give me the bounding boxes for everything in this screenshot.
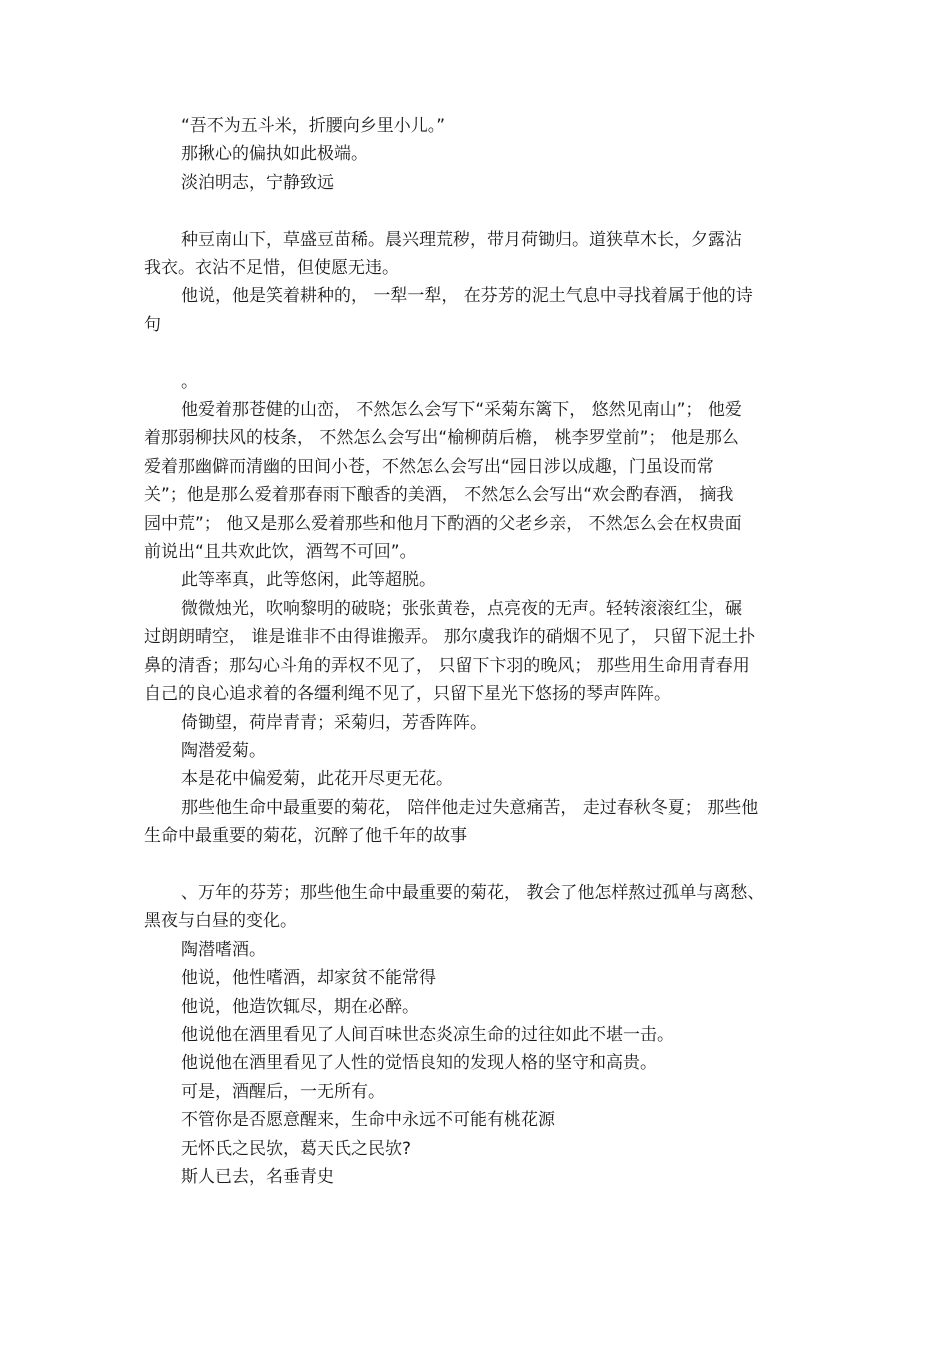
- text-line: 前说出“且共欢此饮，酒驾不可回”。: [144, 542, 417, 563]
- text-line: 淡泊明志，宁静致远: [181, 172, 334, 193]
- text-line: 陶潜爱菊。: [181, 740, 266, 761]
- text-line: 、万年的芬芳；那些他生命中最重要的菊花， 教会了他怎样熬过孤单与离愁、: [181, 882, 765, 903]
- text-line: 他说他在酒里看见了人间百味世态炎凉生命的过往如此不堪一击。: [181, 1024, 674, 1045]
- text-line: “吾不为五斗米，折腰向乡里小儿。”: [181, 116, 446, 136]
- text-line: 他爱着那苍健的山峦， 不然怎么会写下“采菊东篱下， 悠然见南山”； 他爱: [181, 400, 742, 421]
- text-line: 鼻的清香；那勾心斗角的弄权不见了， 只留下卞羽的晚风； 那些用生命用青春用: [144, 655, 750, 676]
- text-line: 本是花中偏爱菊，此花开尽更无花。: [181, 769, 453, 790]
- text-line: 着那弱柳扶风的枝条， 不然怎么会写出“榆柳荫后檐， 桃李罗堂前”； 他是那么: [144, 428, 739, 449]
- text-line: 关”；他是那么爱着那春雨下酿香的美酒， 不然怎么会写出“欢会酌春酒， 摘我: [144, 485, 734, 506]
- text-line: 我衣。衣沾不足惜，但使愿无违。: [144, 258, 399, 279]
- text-line: 无怀氏之民欤，葛天氏之民欤?: [181, 1138, 412, 1159]
- text-line: 那揪心的偏执如此极端。: [181, 144, 368, 165]
- text-line: 爱着那幽僻而清幽的田间小苍，不然怎么会写出“园日涉以成趣，门虽设而常: [144, 456, 714, 477]
- text-line: 此等率真，此等悠闲，此等超脱。: [181, 570, 436, 591]
- text-line: 他说他在酒里看见了人性的觉悟良知的发现人格的坚守和高贵。: [181, 1053, 657, 1074]
- paragraph-gap: [144, 851, 808, 879]
- text-line: 过朗朗晴空， 谁是谁非不由得谁搬弄。 那尔虞我诈的硝烟不见了， 只留下泥土扑: [144, 627, 756, 648]
- text-line: 那些他生命中最重要的菊花， 陪伴他走过失意痛苦， 走过春秋冬夏； 那些他: [181, 797, 759, 818]
- article-body: [144, 112, 808, 1191]
- text-line: 黑夜与白昼的变化。: [144, 911, 297, 932]
- text-line: 种豆南山下，草盛豆苗稀。晨兴理荒秽，带月荷锄归。道狭草木长，夕露沾: [181, 229, 742, 250]
- text-line: 微微烛光，吹响黎明的破晓；张张黄卷，点亮夜的无声。轻转滚滚红尘，碾: [181, 598, 742, 619]
- text-line: 可是，酒醒后，一无所有。: [181, 1081, 385, 1102]
- text-line: 他说，他造饮辄尽，期在必醉。: [181, 996, 419, 1017]
- text-line: 倚锄望，荷岸青青；采菊归，芳香阵阵。: [181, 712, 487, 733]
- paragraph-gap: [144, 197, 808, 225]
- text-line: 园中荒”； 他又是那么爱着那些和他月下酌酒的父老乡亲， 不然怎么会在权贵面: [144, 513, 742, 534]
- text-line: 生命中最重要的菊花，沉醉了他千年的故事: [144, 826, 467, 847]
- text-line: 他说，他是笑着耕种的， 一犁一犁， 在芬芳的泥土气息中寻找着属于他的诗: [181, 286, 753, 307]
- text-line: 句: [144, 314, 161, 335]
- text-line: 陶潜嗜酒。: [181, 939, 266, 960]
- text-line: 他说，他性嗜酒，却家贫不能常得: [181, 968, 436, 989]
- paragraph-gap: [144, 339, 808, 367]
- text-line: 不管你是否愿意醒来，生命中永远不可能有桃花源: [181, 1110, 555, 1131]
- text-line: 自己的良心追求着的各缰利绳不见了，只留下星光下悠扬的琴声阵阵。: [144, 684, 671, 705]
- text-line: 。: [181, 371, 198, 392]
- text-line: 斯人已去，名垂青史: [181, 1166, 334, 1187]
